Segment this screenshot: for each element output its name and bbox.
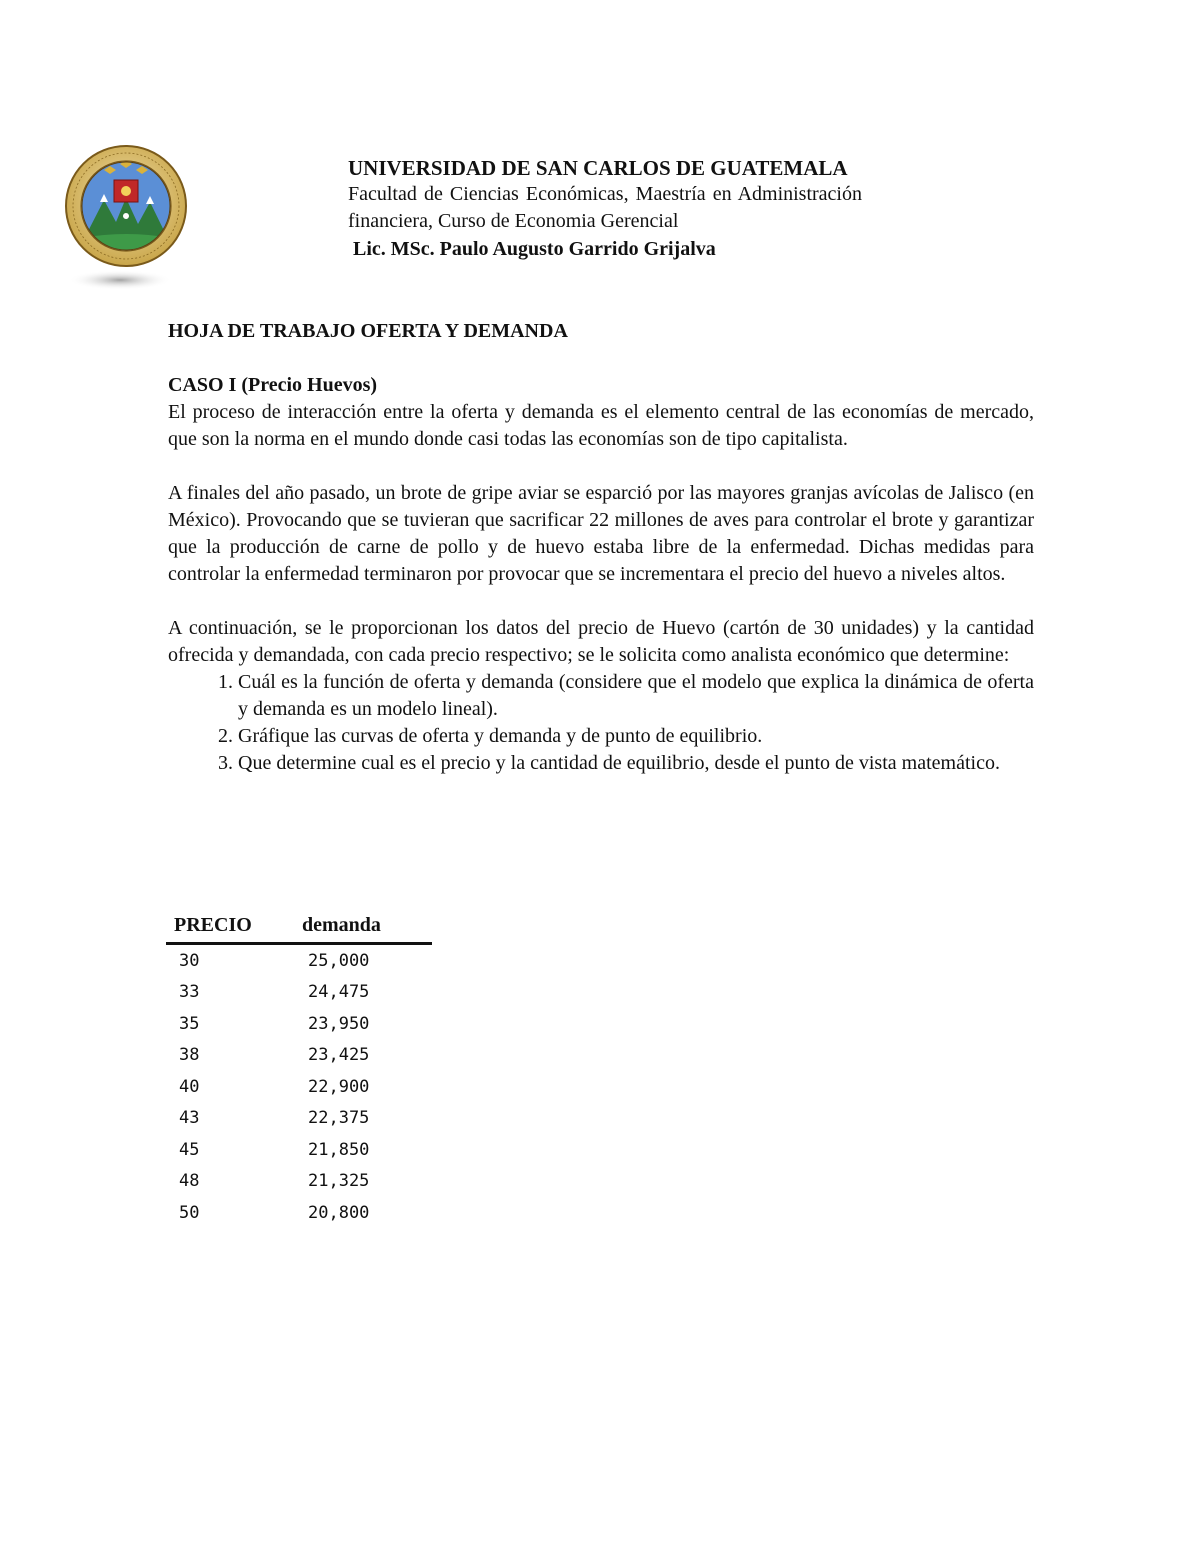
column-header-demanda: demanda [294, 910, 432, 944]
table-row [166, 1134, 432, 1166]
task-item: 1. Cuál es la función de oferta y demanda (considere que el modelo que explica la dinámica de oferta y demanda es un modelo lineal). [238, 669, 1034, 723]
university-seal-icon [64, 140, 192, 292]
table-row [166, 1071, 432, 1103]
demand-cell: 21,325 [308, 1171, 370, 1192]
price-cell: 35 [179, 1013, 200, 1034]
price-cell: 30 [179, 950, 200, 971]
task-list [168, 669, 1034, 777]
table-row [166, 1166, 432, 1198]
demand-cell: 22,375 [308, 1108, 370, 1129]
demand-cell: 24,475 [308, 982, 370, 1003]
table-row [166, 1008, 432, 1040]
demand-cell: 20,800 [308, 1202, 370, 1223]
task-item: 2. Gráfique las curvas de oferta y demanda y de punto de equilibrio. [238, 723, 1034, 750]
table-row [166, 944, 432, 977]
document-body [168, 318, 1034, 777]
price-cell: 43 [179, 1108, 200, 1129]
column-header-precio: PRECIO [166, 910, 294, 944]
price-demand-table [166, 910, 432, 1229]
table-row [166, 1197, 432, 1229]
price-cell: 33 [179, 982, 200, 1003]
demand-cell: 23,950 [308, 1013, 370, 1034]
context-paragraph: A finales del año pasado, un brote de gripe aviar se esparció por las mayores granjas avícolas de Jalisco (en México). Provocando que se tuvieran que sacrificar 22 millones de aves para controlar el brote y garantizar que la producción de carne de pollo y de huevo estaba libre de la enfermedad. Dichas medidas para controlar la enfermedad terminaron por provocar que se incrementara el precio del huevo a niveles altos. [168, 482, 1034, 585]
professor-name: Lic. MSc. Paulo Augusto Garrido Grijalva [353, 238, 716, 260]
faculty-course-line: Facultad de Ciencias Económicas, Maestría en Administración financiera, Curso de Economia Gerencial [348, 183, 862, 232]
demand-cell: 21,850 [308, 1139, 370, 1160]
price-cell: 48 [179, 1171, 200, 1192]
case-title: CASO I (Precio Huevos) [168, 374, 378, 396]
demand-cell: 25,000 [308, 950, 370, 971]
price-cell: 50 [179, 1202, 200, 1223]
price-cell: 38 [179, 1045, 200, 1066]
table-header-row [166, 910, 432, 944]
table-row [166, 1040, 432, 1072]
university-name: UNIVERSIDAD DE SAN CARLOS DE GUATEMALA [348, 156, 848, 180]
table-row [166, 977, 432, 1009]
intro-paragraph: El proceso de interacción entre la oferta y demanda es el elemento central de las economías de mercado, que son la norma en el mundo donde casi todas las economías son de tipo capitalista. [168, 401, 1034, 450]
demand-cell: 22,900 [308, 1076, 370, 1097]
worksheet-title: HOJA DE TRABAJO OFERTA Y DEMANDA [168, 320, 568, 342]
task-item: 3. Que determine cual es el precio y la cantidad de equilibrio, desde el punto de vista matemático. [238, 750, 1034, 777]
table-row [166, 1103, 432, 1135]
instructions-paragraph: A continuación, se le proporcionan los datos del precio de Huevo (cartón de 30 unidades) y la cantidad ofrecida y demandada, con cada precio respectivo; se le solicita como analista económico que determine: [168, 617, 1034, 666]
demand-cell: 23,425 [308, 1045, 370, 1066]
price-cell: 40 [179, 1076, 200, 1097]
price-cell: 45 [179, 1139, 200, 1160]
document-header [348, 155, 862, 263]
